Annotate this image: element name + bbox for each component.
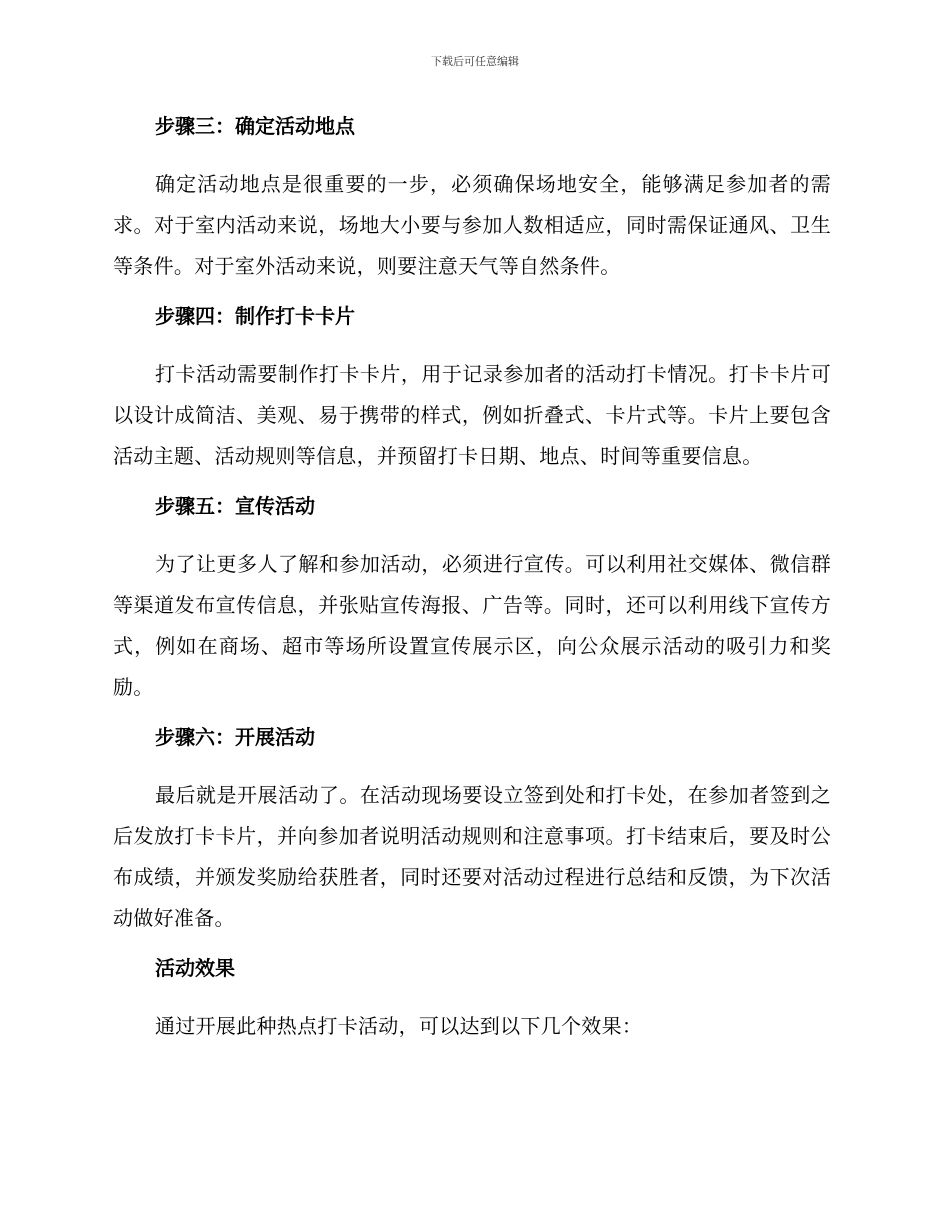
section-paragraph-step-6: 最后就是开展活动了。在活动现场要设立签到处和打卡处，在参加者签到之后发放打卡卡片，并向参加者说明活动规则和注意事项。打卡结束后，要及时公布成绩，并颁发奖励给获胜者，同时还要对活动过程进行总结和反馈，为下次活动做好准备。 — [113, 783, 831, 930]
section-heading-step-4: 步骤四：制作打卡卡片 — [155, 304, 355, 328]
document-body — [113, 110, 831, 1047]
section-heading-effects: 活动效果 — [155, 956, 235, 980]
section-heading-step-3: 步骤三：确定活动地点 — [155, 114, 355, 138]
section-heading-step-5: 步骤五：宣传活动 — [155, 494, 315, 518]
section-paragraph-effects: 通过开展此种热点打卡活动，可以达到以下几个效果： — [155, 1014, 643, 1038]
section-paragraph-step-4: 打卡活动需要制作打卡卡片，用于记录参加者的活动打卡情况。打卡卡片可以设计成简洁、美观、易于携带的样式，例如折叠式、卡片式等。卡片上要包含活动主题、活动规则等信息，并预留打卡日期、地点、时间等重要信息。 — [113, 362, 831, 468]
section-heading-step-6: 步骤六：开展活动 — [155, 725, 315, 749]
section-paragraph-step-5: 为了让更多人了解和参加活动，必须进行宣传。可以利用社交媒体、微信群等渠道发布宣传信息，并张贴宣传海报、广告等。同时，还可以利用线下宣传方式，例如在商场、超市等场所设置宣传展示区，向公众展示活动的吸引力和奖励。 — [113, 552, 831, 699]
section-paragraph-step-3: 确定活动地点是很重要的一步，必须确保场地安全，能够满足参加者的需求。对于室内活动来说，场地大小要与参加人数相适应，同时需保证通风、卫生等条件。对于室外活动来说，则要注意天气等自然条件。 — [113, 172, 831, 278]
page-header: 下载后可任意编辑 — [431, 55, 519, 68]
